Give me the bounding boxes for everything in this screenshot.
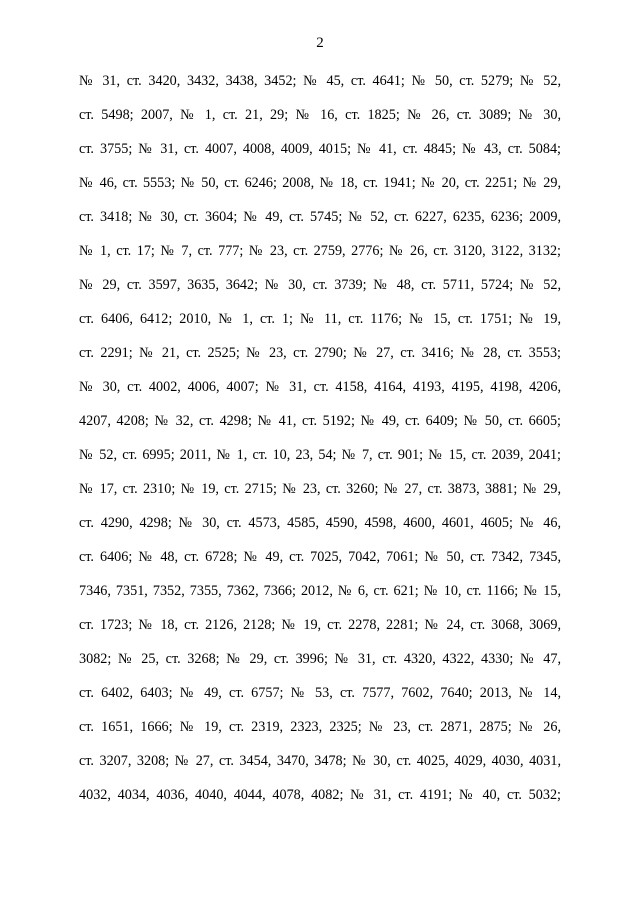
text-line-11: 4207, 4208; № 32, ст. 4298; № 41, ст. 5192; № 49, ст. 6409; № 50, ст. 6605; (79, 413, 561, 429)
text-line-5: ст. 3418; № 30, ст. 3604; № 49, ст. 5745; № 52, ст. 6227, 6235, 6236; 2009, (79, 209, 561, 225)
text-line-8: ст. 6406, 6412; 2010, № 1, ст. 1; № 11, ст. 1176; № 15, ст. 1751; № 19, (79, 311, 561, 327)
text-line-21: ст. 3207, 3208; № 27, ст. 3454, 3470, 3478; № 30, ст. 4025, 4029, 4030, 4031, (79, 753, 561, 769)
text-line-14: ст. 4290, 4298; № 30, ст. 4573, 4585, 4590, 4598, 4600, 4601, 4605; № 46, (79, 515, 561, 531)
document-body (79, 64, 561, 812)
text-line-22: 4032, 4034, 4036, 4040, 4044, 4078, 4082; № 31, ст. 4191; № 40, ст. 5032; (79, 787, 561, 803)
text-line-20: ст. 1651, 1666; № 19, ст. 2319, 2323, 2325; № 23, ст. 2871, 2875; № 26, (79, 719, 561, 735)
text-line-10: № 30, ст. 4002, 4006, 4007; № 31, ст. 4158, 4164, 4193, 4195, 4198, 4206, (79, 379, 561, 395)
page-number: 2 (316, 35, 324, 51)
text-line-1: № 31, ст. 3420, 3432, 3438, 3452; № 45, ст. 4641; № 50, ст. 5279; № 52, (79, 73, 561, 89)
text-line-4: № 46, ст. 5553; № 50, ст. 6246; 2008, № 18, ст. 1941; № 20, ст. 2251; № 29, (79, 175, 561, 191)
text-line-17: ст. 1723; № 18, ст. 2126, 2128; № 19, ст. 2278, 2281; № 24, ст. 3068, 3069, (79, 617, 561, 633)
text-line-18: 3082; № 25, ст. 3268; № 29, ст. 3996; № 31, ст. 4320, 4322, 4330; № 47, (79, 651, 561, 667)
text-line-19: ст. 6402, 6403; № 49, ст. 6757; № 53, ст. 7577, 7602, 7640; 2013, № 14, (79, 685, 561, 701)
text-line-16: 7346, 7351, 7352, 7355, 7362, 7366; 2012, № 6, ст. 621; № 10, ст. 1166; № 15, (79, 583, 561, 599)
text-line-3: ст. 3755; № 31, ст. 4007, 4008, 4009, 4015; № 41, ст. 4845; № 43, ст. 5084; (79, 141, 561, 157)
text-line-7: № 29, ст. 3597, 3635, 3642; № 30, ст. 3739; № 48, ст. 5711, 5724; № 52, (79, 277, 561, 293)
text-line-12: № 52, ст. 6995; 2011, № 1, ст. 10, 23, 54; № 7, ст. 901; № 15, ст. 2039, 2041; (79, 447, 561, 463)
text-line-6: № 1, ст. 17; № 7, ст. 777; № 23, ст. 2759, 2776; № 26, ст. 3120, 3122, 3132; (79, 243, 561, 259)
text-line-9: ст. 2291; № 21, ст. 2525; № 23, ст. 2790; № 27, ст. 3416; № 28, ст. 3553; (79, 345, 561, 361)
text-line-13: № 17, ст. 2310; № 19, ст. 2715; № 23, ст. 3260; № 27, ст. 3873, 3881; № 29, (79, 481, 561, 497)
text-line-15: ст. 6406; № 48, ст. 6728; № 49, ст. 7025, 7042, 7061; № 50, ст. 7342, 7345, (79, 549, 561, 565)
text-line-2: ст. 5498; 2007, № 1, ст. 21, 29; № 16, ст. 1825; № 26, ст. 3089; № 30, (79, 107, 561, 123)
